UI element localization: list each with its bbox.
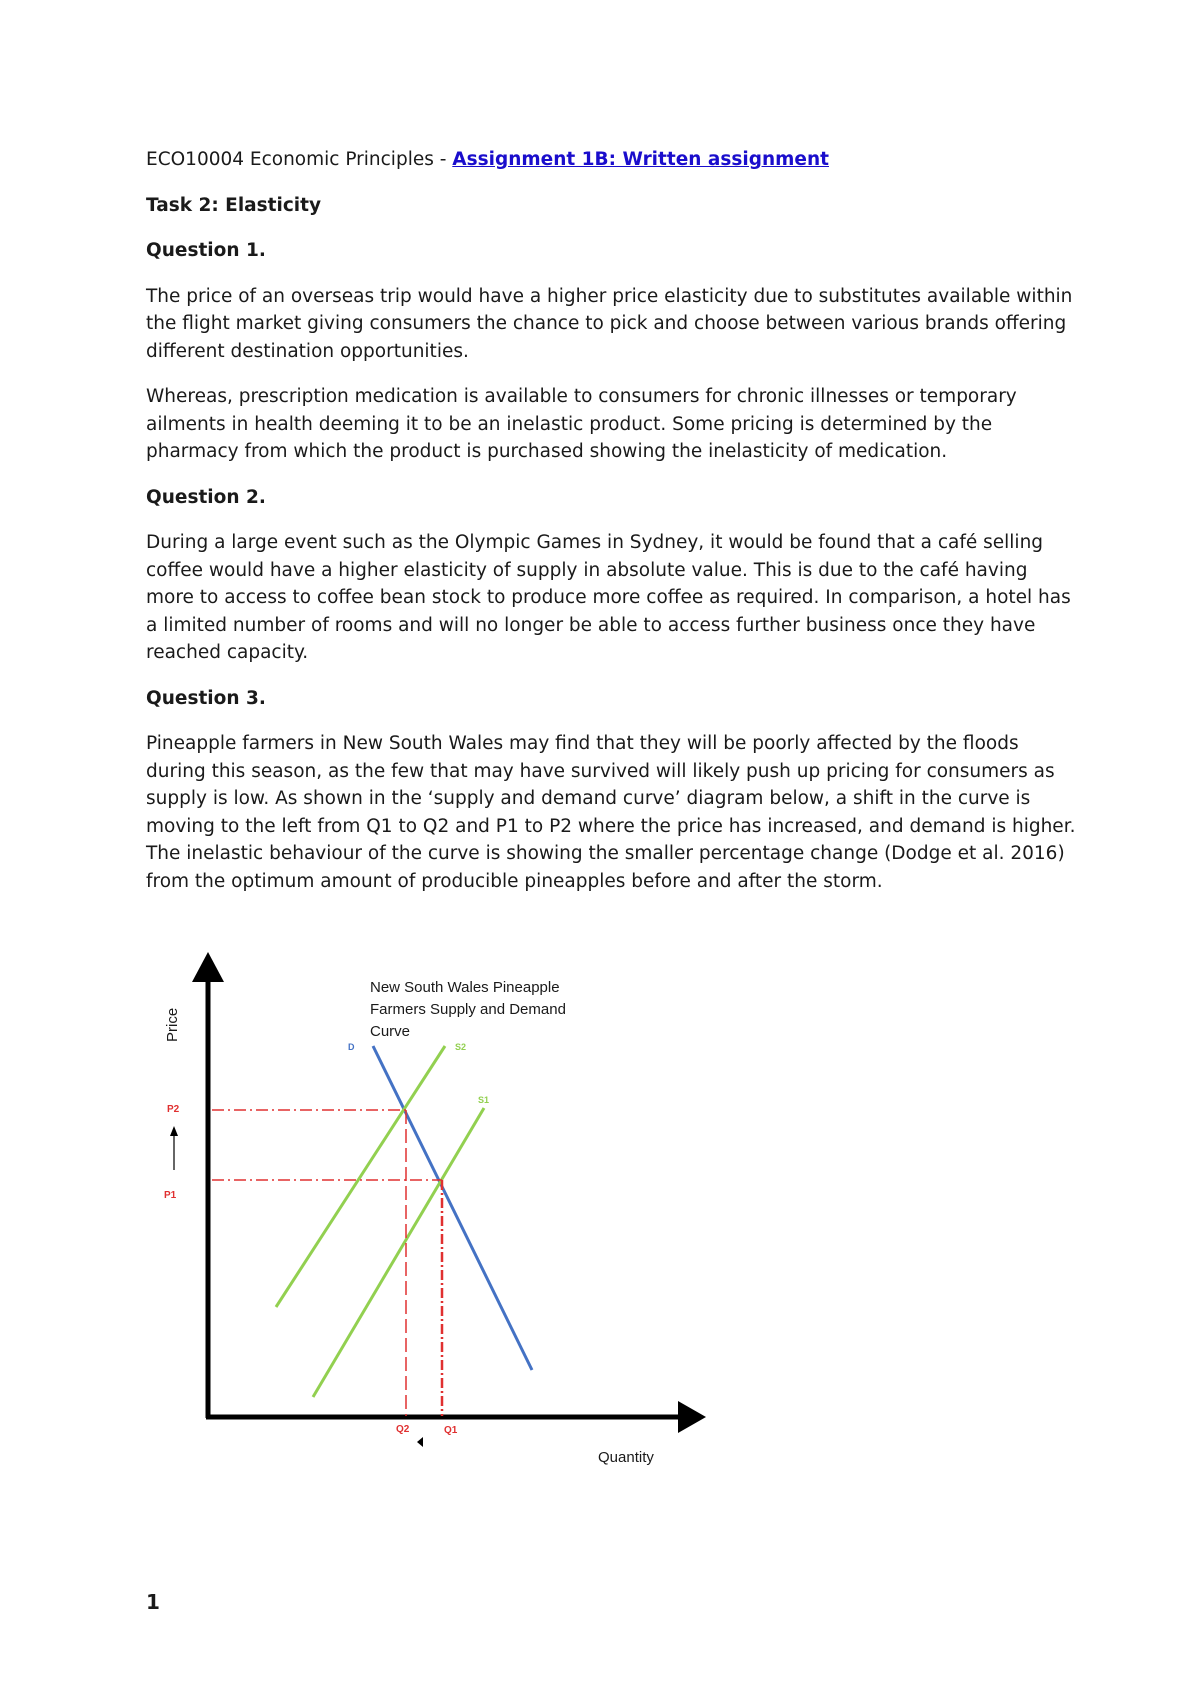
question-3-label: Question 3.	[146, 687, 266, 709]
document-heading	[146, 146, 1076, 174]
question-1-paragraph-1: The price of an overseas trip would have a higher price elasticity due to substitutes available within the flight market giving consumers the chance to pick and choose between various brands offering different destination opportunities.	[146, 285, 1073, 362]
demand-curve	[373, 1046, 532, 1370]
q1-label: Q1	[444, 1425, 458, 1436]
supply-curve-s2	[276, 1046, 445, 1307]
demand-curve-label: D	[348, 1042, 355, 1052]
supply-demand-diagram	[140, 940, 720, 1480]
supply-curve-s1	[313, 1108, 484, 1397]
task-title: Task 2: Elasticity	[146, 194, 322, 216]
supply-curve-s2-label: S2	[455, 1042, 467, 1052]
x-axis-label: Quantity	[598, 1449, 654, 1466]
question-2-label: Question 2.	[146, 486, 266, 508]
q2-label: Q2	[396, 1424, 410, 1435]
diagram-title-line-1: New South Wales Pineapple	[370, 979, 560, 996]
question-1-label: Question 1.	[146, 240, 266, 261]
document-body	[146, 146, 1076, 913]
x-axis-arrowhead	[678, 1401, 706, 1433]
y-axis-arrowhead	[192, 952, 224, 982]
diagram-title-line-3: Curve	[370, 1023, 411, 1040]
question-2-paragraph-1: During a large event such as the Olympic Games in Sydney, it would be found that a café selling coffee would have a higher elasticity of supply in absolute value. This is due to the café having more to access to coffee bean stock to produce more coffee as required. In comparison, a hotel has a limited number of rooms and will no longer be able to access further business once they have reached capacity.	[146, 532, 1071, 663]
page-number: 1	[146, 1590, 160, 1614]
p2-label: P2	[167, 1104, 180, 1115]
course-title: ECO10004 Economic Principles -	[146, 149, 453, 170]
supply-curve-s1-label: S1	[478, 1095, 490, 1105]
p1-label: P1	[164, 1190, 177, 1201]
assignment-link[interactable]: Assignment 1B: Written assignment	[452, 149, 829, 170]
quantity-decrease-arrowhead	[417, 1437, 423, 1447]
question-3-paragraph-1: Pineapple farmers in New South Wales may find that they will be poorly affected by the floods during this season, as the few that may have survived will likely push up pricing for consumers as supply is low. As shown in the ‘supply and demand curve’ diagram below, a shift in the curve is moving to the left from Q1 to Q2 and P1 to P2 where the price has increased, and demand is higher. The inelastic behaviour of the curve is showing the smaller percentage change (Dodge et al. 2016) from the optimum amount of producible pineapples before and after the storm.	[146, 733, 1076, 892]
question-1-paragraph-2: Whereas, prescription medication is available to consumers for chronic illnesses or temporary ailments in health deeming it to be an inelastic product. Some pricing is determined by the pharmacy from which the product is purchased showing the inelasticity of medication.	[146, 386, 1017, 462]
diagram-title-line-2: Farmers Supply and Demand	[370, 1001, 566, 1018]
y-axis-label: Price	[164, 1007, 181, 1042]
price-increase-arrowhead	[170, 1126, 178, 1136]
